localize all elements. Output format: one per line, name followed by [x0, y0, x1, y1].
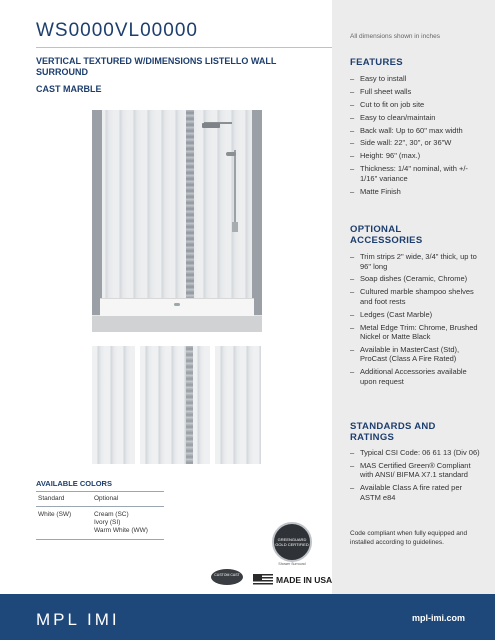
custom-cast-text: CUSTOM CAST [214, 573, 240, 577]
side-panel-left [92, 346, 135, 464]
website-link[interactable]: mpl-imi.com [411, 613, 465, 623]
side-panel-right [215, 346, 261, 464]
model-number: WS0000VL00000 [36, 20, 198, 41]
accessories-title-line2: ACCESSORIES [350, 235, 423, 246]
material-label: CAST MARBLE [36, 84, 102, 94]
us-flag-icon [253, 574, 273, 586]
colors-table [36, 491, 164, 540]
back-panel [140, 346, 210, 464]
available-colors-title: AVAILABLE COLORS [36, 479, 112, 488]
optional-color: Warm White (WW) [94, 527, 148, 534]
greenguard-text: GREENGUARD GOLD CERTIFIED [275, 537, 309, 547]
accessories-title-line1: OPTIONAL [350, 224, 402, 235]
standard-color: White (SW) [38, 511, 72, 518]
features-list [350, 74, 482, 200]
listello-strip [186, 110, 194, 305]
made-in-usa-label: MADE IN USA [276, 575, 333, 585]
greenguard-badge-icon [272, 522, 312, 562]
handheld-shower [226, 152, 236, 156]
list-item: – Thickness: 1/4" nominal, with +/- 1/16" variance [350, 164, 482, 183]
standards-title-line2: RATINGS [350, 432, 395, 443]
list-item: – Ledges (Cast Marble) [350, 310, 482, 320]
list-item: – Full sheet walls [350, 87, 482, 97]
dimensions-note: All dimensions shown in inches [350, 33, 440, 40]
drain [174, 303, 180, 306]
listello-strip [186, 346, 193, 464]
floor [92, 316, 262, 332]
list-item: – Height: 96" (max.) [350, 151, 482, 161]
list-item: – Easy to install [350, 74, 482, 84]
header-optional: Optional [94, 495, 119, 502]
title-divider [36, 47, 332, 48]
list-item: – Cultured marble shampoo shelves and foot rests [350, 287, 482, 306]
compliance-note: Code compliant when fully equipped and installed according to guidelines. [350, 530, 468, 546]
list-item: – Additional Accessories available upon request [350, 367, 482, 386]
list-item: – Typical CSI Code: 06 61 13 (Div 06) [350, 448, 482, 458]
shower-head [202, 123, 220, 128]
standards-title-line1: STANDARDS AND [350, 421, 436, 432]
list-item: – Metal Edge Trim: Chrome, Brushed Nickel or Matte Black [350, 323, 482, 342]
list-item: – Matte Finish [350, 187, 482, 197]
accessories-title [350, 224, 422, 246]
list-item: – Easy to clean/maintain [350, 113, 482, 123]
list-item: – Back wall: Up to 60" max width [350, 126, 482, 136]
features-title: FEATURES [350, 57, 403, 68]
table-row [36, 507, 164, 540]
header-standard: Standard [38, 495, 65, 502]
greenguard-caption: Shower Surround [278, 562, 306, 566]
product-title: VERTICAL TEXTURED W/DIMENSIONS LISTELLO WALL SURROUND [36, 56, 277, 77]
custom-cast-logo [211, 569, 243, 585]
footer-bar [0, 594, 495, 640]
list-item: – Trim strips 2" wide, 3/4" thick, up to 96" long [350, 252, 482, 271]
standards-list [350, 448, 482, 506]
left-wall [92, 110, 102, 315]
list-item: – Side wall: 22", 30", or 36"W [350, 138, 482, 148]
optional-colors [94, 511, 162, 535]
company-logo: MPL IMI [36, 610, 120, 629]
colors-table-header [36, 491, 164, 507]
slide-bar [234, 150, 236, 232]
optional-color: Cream (SC) [94, 511, 129, 518]
list-item: – Available in MasterCast (Std), ProCast (Class A Fire Rated) [350, 345, 482, 364]
list-item: – Soap dishes (Ceramic, Chrome) [350, 274, 482, 284]
shower-base [100, 298, 254, 316]
accessories-list [350, 252, 482, 390]
optional-color: Ivory (SI) [94, 519, 121, 526]
back-wall [100, 110, 254, 310]
shower-photo [92, 110, 262, 332]
list-item: – Available Class A fire rated per ASTM e84 [350, 483, 482, 502]
list-item: – MAS Certified Green® Compliant with ANSI/ BIFMA X7.1 standard [350, 461, 482, 480]
shower-valve [232, 222, 238, 232]
right-wall [252, 110, 262, 315]
standards-title [350, 421, 436, 443]
list-item: – Cut to fit on job site [350, 100, 482, 110]
